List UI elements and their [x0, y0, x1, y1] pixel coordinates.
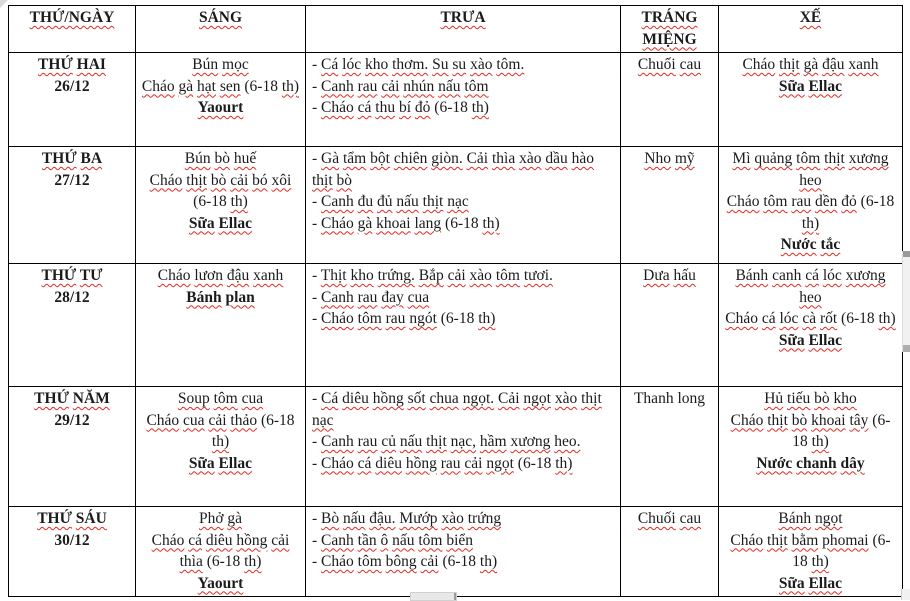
menu-line: THỨ TƯ: [41, 267, 103, 284]
menu-line: Phở gà: [198, 510, 243, 527]
menu-line: Chuối cau: [637, 510, 702, 527]
dessert-cell: [621, 147, 719, 264]
menu-line: - Canh tần ô nấu tôm biển: [312, 531, 474, 549]
day-cell: [9, 53, 136, 147]
lunch-cell: [306, 264, 621, 387]
menu-line: - Cháo gà khoai lang (6-18 th): [312, 214, 500, 232]
vertical-scrollbar-notch-top[interactable]: [903, 251, 910, 257]
col-header-morning: [136, 6, 306, 53]
afternoon-cell: [719, 147, 903, 264]
menu-line: Sữa Ellac: [188, 454, 253, 472]
menu-line: THỨ HAI: [38, 56, 106, 73]
header-row: [9, 6, 903, 53]
document-corner-mark: [0, 0, 8, 8]
menu-line: Cháo cá lóc cà rốt (6-18 th): [725, 310, 896, 327]
lunch-cell: [306, 147, 621, 264]
menu-day-row: [9, 147, 903, 264]
menu-line: - Canh rau củ nấu thịt nạc, hầm xương heo.: [312, 433, 581, 450]
menu-line: Bánh canh cá lóc xương heo: [735, 267, 886, 306]
menu-line: Cháo gà hạt sen (6-18 th): [141, 77, 300, 95]
afternoon-cell: [719, 264, 903, 387]
menu-line: - Cháo tôm rau ngót (6-18 th): [312, 310, 496, 327]
day-cell: [9, 147, 136, 264]
menu-line: - Canh đu đủ nấu thịt nạc: [312, 193, 469, 210]
menu-line: Cháo thịt gà đậu xanh: [742, 56, 879, 73]
menu-table-body: [9, 53, 903, 597]
menu-line: Nước tắc: [780, 236, 841, 253]
menu-day-row: [9, 387, 903, 507]
menu-line: Cháo cá diêu hồng cải thìa (6-18 th): [151, 531, 290, 570]
menu-day-row: [9, 53, 903, 147]
afternoon-cell: [719, 53, 903, 147]
menu-line: SÁNG: [198, 9, 243, 26]
menu-line: Sữa Ellac: [188, 214, 253, 232]
menu-line: - Cháo cá diêu hồng rau cải ngọt (6-18 th): [312, 454, 573, 472]
col-header-dessert: [621, 6, 719, 53]
menu-line: XẾ: [799, 9, 822, 26]
lunch-cell: [306, 507, 621, 597]
menu-line: Cháo thịt bò khoai tây (6-18 th): [730, 411, 891, 450]
morning-cell: [136, 147, 306, 264]
menu-line: - Thịt kho trứng. Bắp cải xào tôm tươi.: [312, 267, 553, 284]
menu-line: 28/12: [54, 288, 90, 306]
menu-line: 30/12: [54, 531, 90, 549]
day-cell: [9, 387, 136, 507]
col-header-day: [9, 6, 136, 53]
menu-day-row: [9, 264, 903, 387]
menu-line: Yaourt: [197, 574, 244, 592]
menu-line: Chuối cau: [637, 56, 702, 73]
menu-line: - Cháo cá thu bí đỏ (6-18 th): [312, 99, 489, 116]
menu-line: THỨ SÁU: [37, 510, 107, 527]
menu-line: Nho mỹ: [644, 150, 695, 167]
menu-line: Nước chanh dây: [756, 454, 865, 472]
menu-line: Cháo cua cải thảo (6-18 th): [146, 411, 295, 450]
menu-line: THỨ BA: [41, 150, 103, 167]
dessert-cell: [621, 53, 719, 147]
day-cell: [9, 507, 136, 597]
menu-line: - Canh rau đay cua: [312, 288, 430, 306]
lunch-cell: [306, 387, 621, 507]
menu-line: THỨ/NGÀY: [29, 9, 115, 26]
lunch-cell: [306, 53, 621, 147]
dessert-cell: [621, 387, 719, 507]
menu-line: Cháo thịt bò cải bó xôi (6-18 th): [149, 171, 292, 210]
weekly-menu-table: [8, 5, 903, 597]
menu-line: TRƯA: [440, 9, 486, 26]
menu-line: Cháo lươn đậu xanh: [157, 267, 284, 284]
menu-line: - Cá lóc kho thơm. Su su xào tôm.: [312, 56, 525, 73]
menu-table-header: [9, 6, 903, 53]
dessert-cell: [621, 264, 719, 387]
day-cell: [9, 264, 136, 387]
menu-line: - Canh rau cải nhún nấu tôm: [312, 77, 489, 95]
vertical-scrollbar-notch-bottom[interactable]: [903, 345, 910, 352]
menu-line: TRÁNG MIỆNG: [641, 9, 698, 48]
menu-line: Soup tôm cua: [177, 390, 264, 407]
morning-cell: [136, 53, 306, 147]
menu-line: - Cháo tôm bông cải (6-18 th): [312, 553, 498, 570]
menu-line: Bún bò huế: [184, 150, 257, 167]
menu-line: Sữa Ellac: [778, 574, 843, 592]
menu-line: Cháo thịt bằm phomai (6-18 th): [730, 531, 891, 570]
menu-line: 29/12: [54, 411, 90, 429]
scrollbar-corner-fragment: [901, 589, 910, 600]
menu-line: Sữa Ellac: [778, 77, 843, 95]
menu-line: Dưa hấu: [643, 267, 696, 284]
vertical-scrollbar-fragment[interactable]: [902, 251, 910, 352]
menu-line: Bún mọc: [192, 56, 249, 73]
col-header-afternoon: [719, 6, 903, 53]
menu-line: 26/12: [54, 77, 90, 95]
morning-cell: [136, 264, 306, 387]
dessert-cell: [621, 507, 719, 597]
menu-line: Sữa Ellac: [778, 331, 843, 349]
menu-day-row: [9, 507, 903, 597]
horizontal-scrollbar-thumb-edge: [454, 593, 456, 600]
morning-cell: [136, 387, 306, 507]
menu-line: 27/12: [54, 171, 90, 189]
menu-line: - Cá diêu hồng sốt chua ngọt. Cải ngọt xào thịt nạc: [312, 390, 602, 429]
menu-line: Thanh long: [633, 390, 706, 407]
menu-line: Yaourt: [197, 99, 244, 116]
menu-line: Hủ tiếu bò kho: [764, 390, 857, 407]
menu-line: Cháo tôm rau dền đỏ (6-18 th): [726, 193, 895, 232]
menu-line: - Bò nấu đậu. Mướp xào trứng: [312, 510, 502, 527]
col-header-lunch: [306, 6, 621, 53]
menu-line: Mì quảng tôm thịt xương heo: [732, 150, 889, 189]
afternoon-cell: [719, 387, 903, 507]
menu-line: Bánh ngọt: [778, 510, 843, 527]
afternoon-cell: [719, 507, 903, 597]
menu-line: - Gà tẩm bột chiên giòn. Cải thìa xào dầu hào thịt bò: [312, 150, 595, 189]
menu-line: Bánh plan: [186, 288, 255, 306]
menu-line: THỨ NĂM: [34, 390, 110, 407]
morning-cell: [136, 507, 306, 597]
